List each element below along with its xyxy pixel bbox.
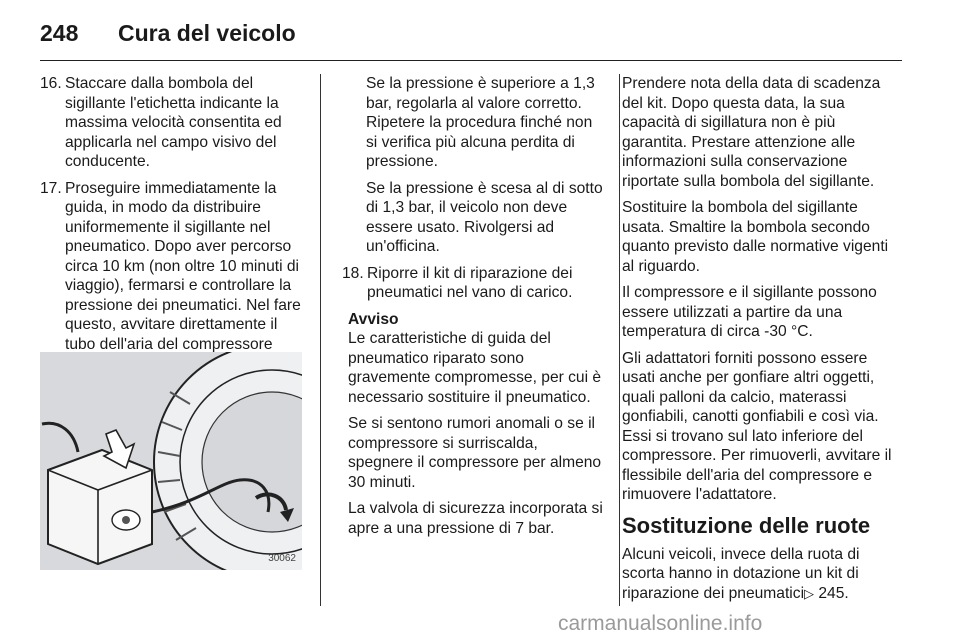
item-number: 17. [40, 179, 62, 197]
paragraph: Il compressore e il sigillante possono essere utilizzati a partire da una temperatura di circa -30 °C. [622, 284, 877, 340]
column-divider-2 [619, 74, 620, 606]
column-2 [342, 74, 604, 545]
page-reference[interactable]: 245. [818, 584, 849, 602]
paragraph: Se la pressione è scesa al di sotto di 1,3 bar, il veicolo non deve essere usato. Rivolgersi ad un'officina. [366, 179, 603, 255]
column-1 [40, 74, 305, 381]
page-header [40, 14, 902, 58]
item-number: 16. [40, 75, 62, 92]
header-divider [40, 60, 902, 61]
paragraph [622, 545, 904, 604]
notice-paragraph: Le caratteristiche di guida del pneumatico riparato sono gravemente compromesse, per cui è necessario sostituire il pneumatico. [348, 330, 602, 406]
item-number: 18. [342, 264, 364, 282]
column-divider-1 [320, 74, 321, 606]
notice-paragraph: Se si sentono rumori anomali o se il compressore si surriscalda, spegnere il compressore per almeno 30 minuti. [348, 415, 602, 491]
page-reference-arrow-icon: ▷ [804, 585, 815, 601]
notice-paragraph: La valvola di sicurezza incorporata si apre a una pressione di 7 bar. [348, 500, 603, 537]
compressor-tire-drawing [40, 352, 302, 570]
section-title: Sostituzione delle ruote [622, 512, 871, 538]
paragraph: Prendere nota della data di scadenza del kit. Dopo questa data, la sua capacità di sigillatura non è più garantita. Prestare attenzione alle informazioni sulla conservazione riportate sulla bombola del sigillante. [622, 75, 881, 190]
compressor-illustration [40, 352, 302, 570]
item-text: Staccare dalla bombola del sigillante l'etichetta indicante la massima velocità consentita ed applicarla nel campo visivo del conducente. [65, 75, 282, 170]
list-item-16 [40, 74, 305, 172]
item-text: Riporre il kit di riparazione dei pneumatici nel vano di carico. [367, 264, 573, 301]
list-item-18 [342, 264, 604, 303]
figure-number: 30062 [268, 553, 296, 564]
item-text: Proseguire immediatamente la guida, in modo da distribuire uniformemente il sigillante nel pneumatico. Dopo aver percorso circa 10 km (non oltre 10 minuti di viaggio), fermarsi e controllare la pressione dei pneumatici. Nel fare questo, avvitare direttamente il tubo dell'aria del compressore [65, 179, 301, 353]
notice-title: Avviso [348, 310, 399, 328]
paragraph: Gli adattatori forniti possono essere usati anche per gonfiare altri oggetti, quali palloni da calcio, materassi gonfiabili, canotti gonfiabili e così via. Essi si trovano sul lato inferiore del compressore. Per rimuoverli, avvitare il flessibile dell'aria del compressore e rimuovere l'adattatore. [622, 349, 892, 503]
page-number: 248 [40, 20, 79, 46]
list-item-17 [40, 179, 305, 374]
paragraph-text: Alcuni veicoli, invece della ruota di scorta hanno in dotazione un kit di riparazione dei pneumatici [622, 545, 860, 602]
paragraph: Se la pressione è superiore a 1,3 bar, regolarla al valore corretto. Ripetere la procedura finché non si verifica più alcuna perdita di pressione. [366, 75, 595, 170]
column-3 [622, 74, 904, 610]
page-title: Cura del veicolo [118, 20, 296, 46]
paragraph: Sostituire la bombola del sigillante usata. Smaltire la bombola secondo quanto previsto dalle normative vigenti al riguardo. [622, 199, 889, 275]
watermark: carmanualsonline.info [558, 612, 763, 635]
